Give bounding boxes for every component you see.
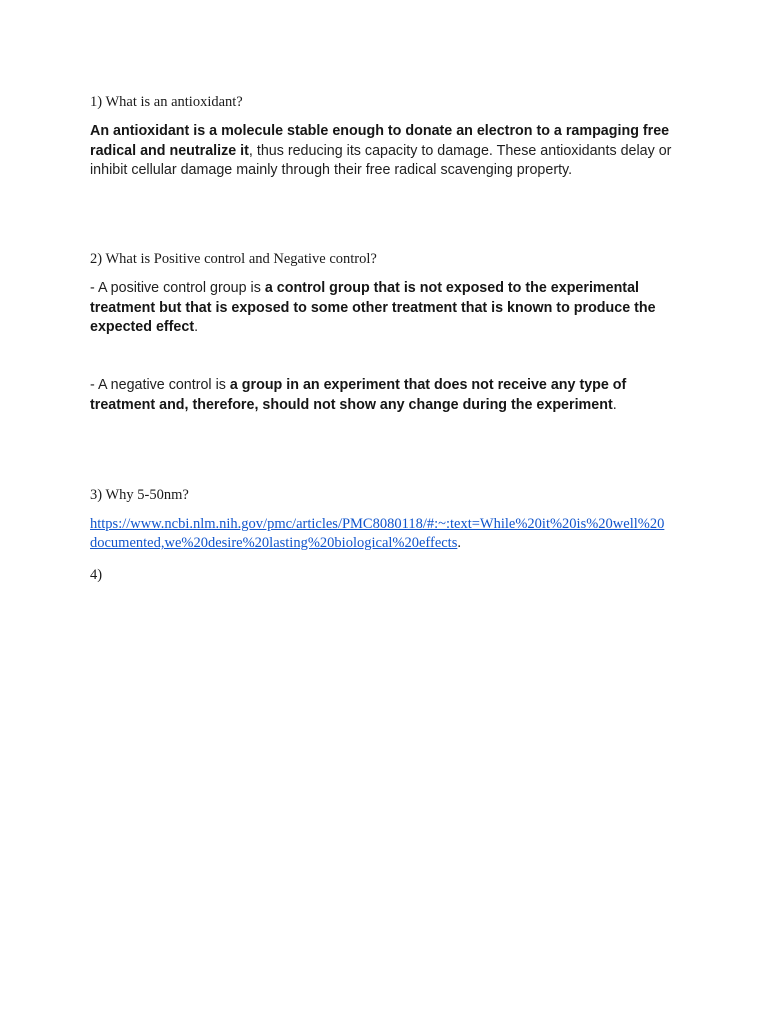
answer-2-negative [90,376,682,415]
answer-1 [90,122,690,181]
question-1: 1) What is an antioxidant? [90,94,243,110]
negative-bold: a group in an experiment that does not receive any type of treatment and, therefore, should not show any change during the experiment [90,377,627,413]
answer-1-rest: , thus reducing its capacity to damage. These antioxidants delay or inhibit cellular damage mainly through their free radical scavenging property. [90,142,672,178]
negative-suffix: . [612,396,617,413]
positive-suffix: . [194,319,199,335]
question-2: 2) What is Positive control and Negative control? [90,251,377,267]
answer-1-bold: An antioxidant is a molecule stable enough to donate an electron to a rampaging free radical and neutralize it [90,123,670,159]
answer-3 [90,515,670,553]
reference-link[interactable]: https://www.ncbi.nlm.nih.gov/pmc/articles/PMC8080118/#:~:text=While%20it%20is%20well%20documented,we%20desire%20lasting%20biological%20effects [90,516,665,551]
link-suffix: . [457,535,461,551]
positive-bold: a control group that is not exposed to the experimental treatment but that is exposed to some other treatment that is known to produce the expected effect [90,280,656,335]
positive-prefix: - A positive control group is [90,280,265,296]
question-4: 4) [90,567,103,583]
answer-2-positive [90,279,682,338]
negative-prefix: - A negative control is [90,377,230,393]
question-3: 3) Why 5-50nm? [90,487,189,503]
